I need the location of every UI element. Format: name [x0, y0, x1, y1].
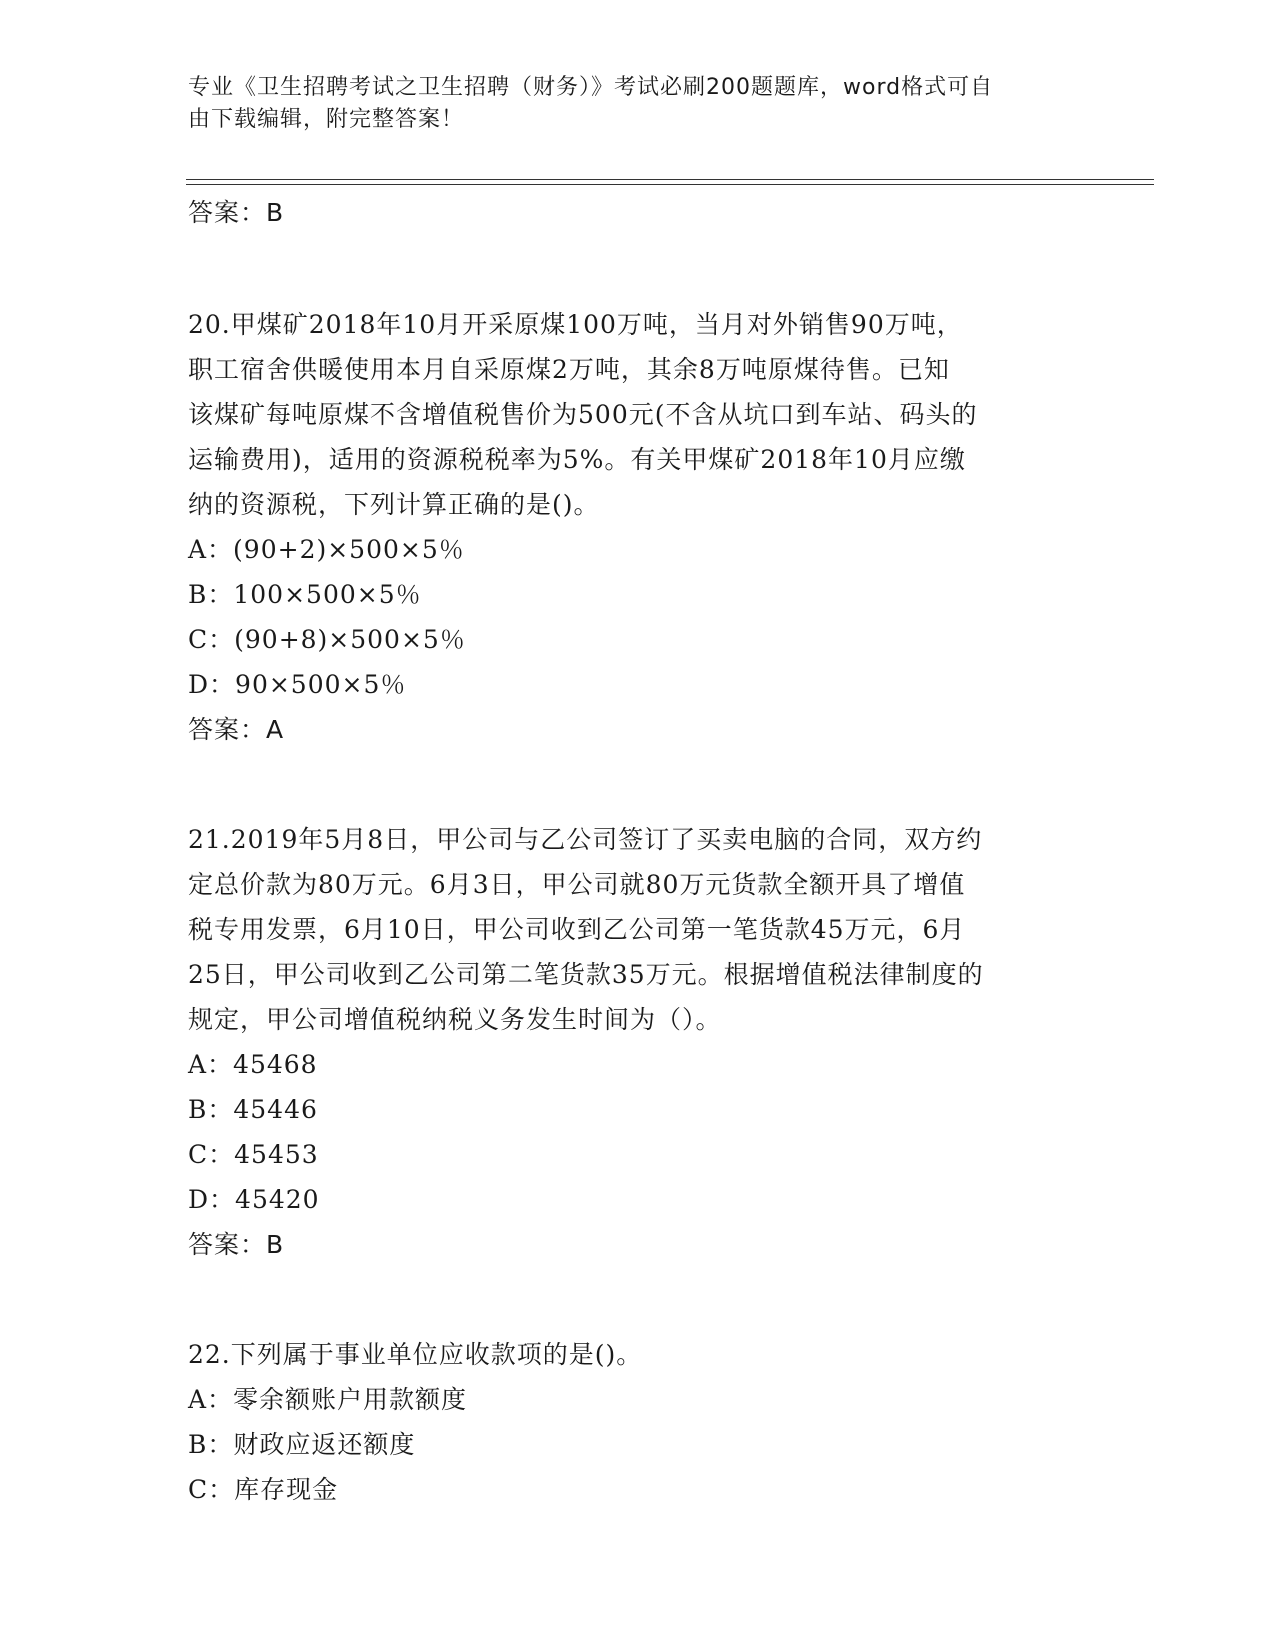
option-c: C：库存现金 — [188, 1475, 339, 1504]
option-b: B：45446 — [188, 1095, 318, 1124]
document-header — [188, 72, 1068, 136]
option-d: D：45420 — [188, 1185, 320, 1214]
answer-line: 答案：A — [188, 715, 285, 744]
option-d: D：90×500×5％ — [188, 670, 407, 699]
question-line: 25日，甲公司收到乙公司第二笔货款35万元。根据增值税法律制度的 — [188, 960, 984, 989]
option-b: B：100×500×5％ — [188, 580, 422, 609]
option-b: B：财政应返还额度 — [188, 1430, 416, 1459]
answer-line: 答案：B — [188, 198, 285, 227]
question-line: 税专用发票，6月10日，甲公司收到乙公司第一笔货款45万元，6月 — [188, 915, 966, 944]
header-line-2: 由下载编辑，附完整答案！ — [188, 107, 465, 132]
question-text — [188, 302, 1088, 527]
question-line: 22.下列属于事业单位应收款项的是()。 — [188, 1340, 643, 1369]
question-block-21 — [188, 817, 1088, 1268]
question-line: 20.甲煤矿2018年10月开采原煤100万吨，当月对外销售90万吨， — [188, 310, 963, 339]
option-c: C：(90+8)×500×5％ — [188, 625, 466, 654]
question-line: 21.2019年5月8日，甲公司与乙公司签订了买卖电脑的合同，双方约 — [188, 825, 983, 854]
header-rule-bottom — [186, 184, 1154, 185]
option-c: C：45453 — [188, 1140, 319, 1169]
question-line: 纳的资源税，下列计算正确的是()。 — [188, 490, 600, 519]
option-a: A：45468 — [188, 1050, 318, 1079]
answer-line: 答案：B — [188, 1230, 285, 1259]
question-line: 规定，甲公司增值税纳税义务发生时间为（）。 — [188, 1005, 722, 1034]
question-line: 职工宿舍供暖使用本月自采原煤2万吨，其余8万吨原煤待售。已知 — [188, 355, 950, 384]
question-line: 该煤矿每吨原煤不含增值税售价为500元(不含从坑口到车站、码头的 — [188, 400, 978, 429]
header-line-1: 专业《卫生招聘考试之卫生招聘（财务）》考试必刷200题题库，word格式可自 — [188, 75, 994, 100]
question-line: 运输费用)，适用的资源税税率为5%。有关甲煤矿2018年10月应缴 — [188, 445, 966, 474]
question-line: 定总价款为80万元。6月3日，甲公司就80万元货款全额开具了增值 — [188, 870, 966, 899]
header-rule-top — [186, 179, 1154, 180]
document-body — [188, 190, 1088, 1512]
option-a: A：零余额账户用款额度 — [188, 1385, 468, 1414]
option-a: A：(90+2)×500×5％ — [188, 535, 465, 564]
question-block-22 — [188, 1332, 1088, 1512]
question-text — [188, 1332, 1088, 1377]
question-text — [188, 817, 1088, 1042]
question-block-20 — [188, 302, 1088, 753]
